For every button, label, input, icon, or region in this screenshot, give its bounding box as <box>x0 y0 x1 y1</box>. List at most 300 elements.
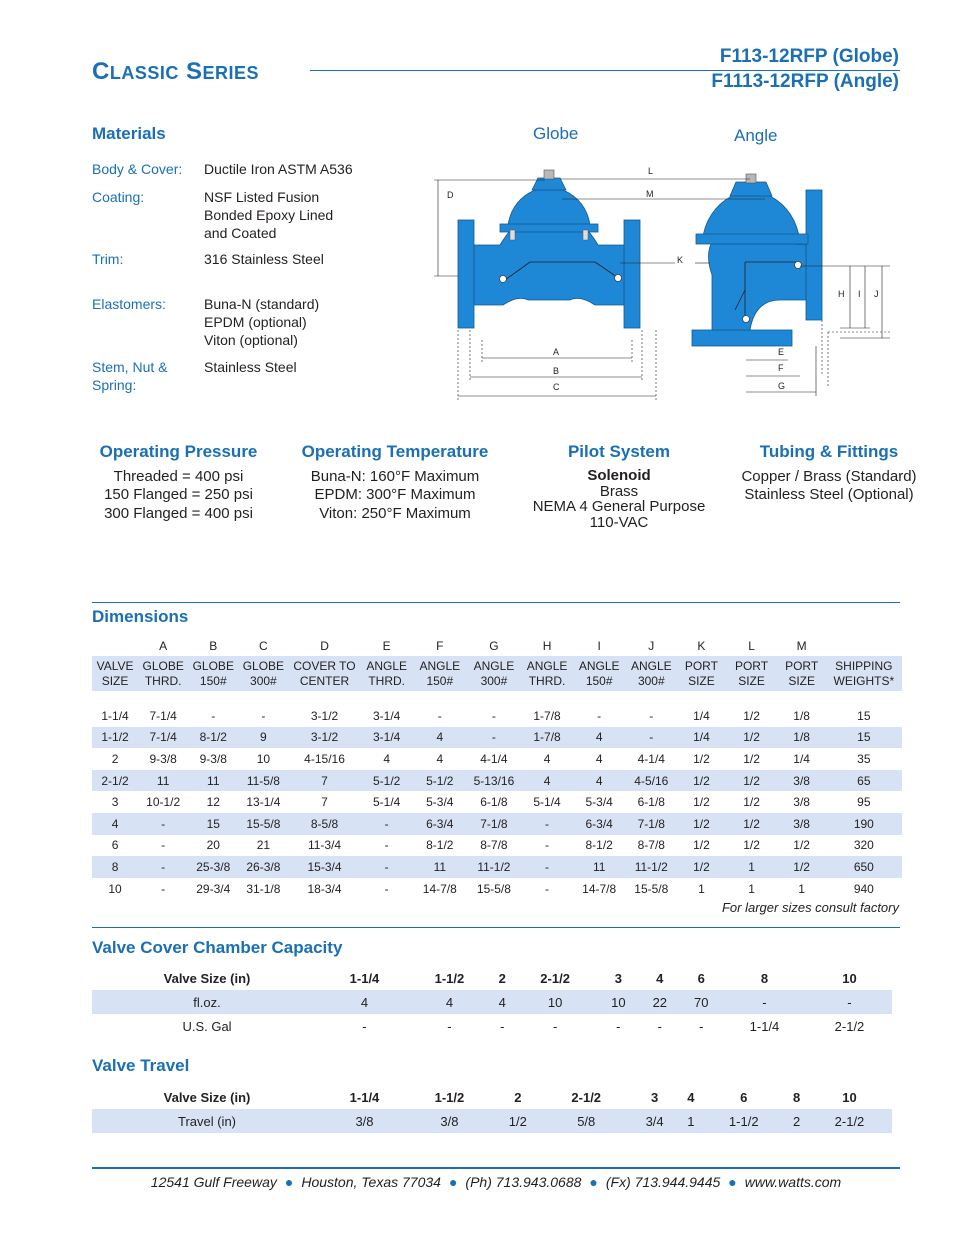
table-row <box>92 1014 892 1038</box>
table-row <box>92 878 902 900</box>
table-header: 2 <box>492 966 513 990</box>
pilot-type: Solenoid <box>587 466 651 484</box>
material-value: NSF Listed Fusion Bonded Epoxy Lined and Coated <box>204 189 334 241</box>
table-cell: 1-7/8 <box>533 708 561 723</box>
table-cell: 3/8 <box>778 770 826 792</box>
table-cell: 1-1/2 <box>92 727 138 749</box>
table-cell: 11 <box>573 856 625 878</box>
dim-label-e: E <box>778 347 785 357</box>
pilot-line: 110-VAC <box>589 513 649 531</box>
table-cell: 1/2 <box>677 770 725 792</box>
table-cell: 4 <box>543 751 551 766</box>
table-cell: 11 <box>188 770 238 792</box>
dimension-letter: H <box>542 638 552 653</box>
dimension-letter: J <box>648 638 655 653</box>
dim-label-m: M <box>646 189 654 199</box>
table-header: 1-1/4 <box>322 1085 407 1109</box>
table-cell: 4 <box>322 990 407 1014</box>
table-cell: 20 <box>206 838 220 853</box>
table-cell: 9-3/8 <box>149 751 177 766</box>
table-cell: 1-1/4 <box>101 708 129 723</box>
table-row <box>92 835 902 857</box>
table-cell: 10 <box>513 990 598 1014</box>
table-cell: 95 <box>857 795 871 810</box>
table-cell: 21 <box>256 838 271 853</box>
table-cell: 4 <box>383 751 391 766</box>
temperature-line: Buna-N: 160°F Maximum <box>310 467 480 485</box>
table-cell: 3/8 <box>322 1109 407 1133</box>
temperature-line: EPDM: 300°F Maximum <box>314 486 476 503</box>
table-cell: - <box>384 838 389 853</box>
dimension-letter <box>826 635 902 656</box>
dim-label-i: I <box>858 289 861 299</box>
dim-label-j: J <box>874 289 879 299</box>
table-cell: 11-5/8 <box>238 770 288 792</box>
table-cell: 3/4 <box>629 1109 681 1133</box>
table-cell: 31-1/8 <box>246 881 281 896</box>
dimension-letter: C <box>259 638 268 653</box>
table-cell: 26-3/8 <box>238 856 288 878</box>
separator-dot-icon: ● <box>728 1174 737 1190</box>
table-cell: 2 <box>786 1109 807 1133</box>
table-row <box>92 705 902 727</box>
footer-part: www.watts.com <box>744 1174 842 1190</box>
dimension-letter: G <box>489 638 499 653</box>
table-cell: 940 <box>853 881 874 896</box>
table-cell: 3-1/2 <box>310 708 339 723</box>
table-header: 2-1/2 <box>544 1085 629 1109</box>
footer-rule <box>92 1167 900 1169</box>
dimension-header-row <box>92 656 902 691</box>
table-cell: 2 <box>111 751 119 766</box>
table-cell: - <box>807 990 892 1014</box>
travel-table <box>92 1085 892 1133</box>
table-header: 1-1/2 <box>407 966 492 990</box>
dimensions-title: Dimensions <box>92 607 189 626</box>
table-cell: 4 <box>573 770 625 792</box>
table-row <box>92 813 902 835</box>
table-cell: 5-1/4 <box>533 795 561 810</box>
table-cell: 11 <box>138 770 188 792</box>
table-cell: 15 <box>857 708 871 723</box>
table-header: 2 <box>492 1085 544 1109</box>
table-cell: - <box>384 881 389 896</box>
table-row <box>92 990 892 1014</box>
table-cell: 5-1/2 <box>413 770 467 792</box>
table-cell: fl.oz. <box>92 990 322 1014</box>
operating-pressure-title: Operating Pressure <box>99 442 258 461</box>
table-cell: 7-1/8 <box>467 813 521 835</box>
table-cell: 1/2 <box>743 838 760 853</box>
table-cell: 18-3/4 <box>307 881 342 896</box>
table-cell: 1/2 <box>492 1109 544 1133</box>
table-cell: 10 <box>256 751 271 766</box>
footer-address <box>92 1174 900 1190</box>
pressure-line: Threaded = 400 psi <box>113 467 244 485</box>
table-header: 1-1/4 <box>322 966 407 990</box>
table-cell: 1/2 <box>693 838 710 853</box>
tubing-fittings-title: Tubing & Fittings <box>759 442 899 461</box>
dim-label-k: K <box>677 255 684 265</box>
dimension-header: GLOBE 300# <box>238 656 288 691</box>
table-cell: 4-1/4 <box>480 751 508 766</box>
table-row <box>92 856 902 878</box>
table-cell: - <box>616 1018 621 1034</box>
table-cell: 7 <box>321 795 328 810</box>
table-cell: - <box>552 1018 558 1034</box>
table-header: 1-1/2 <box>407 1085 492 1109</box>
valve-diagram <box>420 150 910 410</box>
table-cell: 15 <box>826 727 902 749</box>
dimension-letter: I <box>597 638 601 653</box>
dimension-letters-row <box>92 635 902 656</box>
footer-part: (Fx) 713.944.9445 <box>605 1174 721 1190</box>
table-cell: 7 <box>288 770 360 792</box>
table-cell: 3/8 <box>793 795 810 810</box>
table-cell: 4 <box>573 727 625 749</box>
table-header-row <box>92 1085 892 1109</box>
material-value: Stainless Steel <box>204 359 297 375</box>
table-header: 4 <box>639 966 680 990</box>
table-cell: 4-15/16 <box>304 751 345 766</box>
globe-label: Globe <box>533 124 579 143</box>
table-cell: 3-1/4 <box>372 708 401 723</box>
table-header: Valve Size (in) <box>92 1085 322 1109</box>
table-cell: - <box>649 708 654 723</box>
pilot-line: Brass <box>599 482 639 500</box>
table-cell: 1/2 <box>693 751 710 766</box>
pressure-line: 150 Flanged = 250 psi <box>104 486 253 503</box>
table-cell: - <box>447 1018 452 1034</box>
dimension-letter: L <box>748 638 755 653</box>
table-cell: 4 <box>492 990 513 1014</box>
footer-part: (Ph) 713.943.0688 <box>465 1174 582 1190</box>
dimension-header: PORT SIZE <box>677 656 725 691</box>
pilot-system <box>520 443 718 530</box>
temperature-line: Viton: 250°F Maximum <box>319 504 471 522</box>
dimension-header: COVER TO CENTER <box>288 656 360 691</box>
dimension-header: ANGLE 150# <box>573 656 625 691</box>
material-value: Buna-N (standard) EPDM (optional) Viton (optional) <box>204 296 320 348</box>
table-cell: - <box>361 856 413 878</box>
table-header: 8 <box>722 966 807 990</box>
table-cell: - <box>521 856 573 878</box>
table-cell: 4-5/16 <box>625 770 677 792</box>
table-cell: 6-1/8 <box>480 795 508 810</box>
material-label: Coating: <box>92 189 145 205</box>
table-cell: - <box>722 990 807 1014</box>
table-cell: 1/2 <box>743 795 760 810</box>
dimension-header: GLOBE THRD. <box>138 656 188 691</box>
table-cell: 29-3/4 <box>196 881 231 896</box>
dimension-header: ANGLE 150# <box>413 656 467 691</box>
dimension-header: SHIPPING WEIGHTS* <box>826 656 902 691</box>
table-cell: 1 <box>748 881 755 896</box>
dimension-letter: K <box>697 638 706 653</box>
dimension-letter: E <box>382 638 391 653</box>
table-cell: 1 <box>725 856 777 878</box>
table-cell: 4 <box>436 751 444 766</box>
table-cell: 4-1/4 <box>637 751 665 766</box>
table-cell: 6-3/4 <box>413 813 467 835</box>
section-rule <box>92 602 900 603</box>
table-cell: 10 <box>108 881 122 896</box>
table-cell: - <box>161 838 166 853</box>
dimension-header: PORT SIZE <box>725 656 777 691</box>
series-title: CLASSIC SERIES <box>92 58 260 85</box>
dim-label-f: F <box>778 363 784 373</box>
table-cell: 9 <box>238 727 288 749</box>
dimension-header: PORT SIZE <box>778 656 826 691</box>
operating-pressure <box>86 443 271 523</box>
table-cell: 1/2 <box>725 727 777 749</box>
table-cell: 3/8 <box>407 1109 492 1133</box>
table-cell: 1 <box>681 1109 702 1133</box>
dimension-letter: D <box>320 638 329 653</box>
table-cell: 7-1/4 <box>149 708 177 723</box>
material-value: 316 Stainless Steel <box>204 251 324 267</box>
table-cell: 3-1/4 <box>361 727 413 749</box>
table-header: 4 <box>681 1085 702 1109</box>
table-cell: 1/2 <box>677 813 725 835</box>
table-cell: 15-3/4 <box>288 856 360 878</box>
table-cell: 13-1/4 <box>246 795 281 810</box>
table-cell: - <box>597 708 602 723</box>
table-cell: 320 <box>853 838 874 853</box>
operating-temperature-title: Operating Temperature <box>301 442 489 461</box>
table-cell: 65 <box>826 770 902 792</box>
table-cell: 1/4 <box>693 708 710 723</box>
table-cell: - <box>521 813 573 835</box>
table-cell: 1-7/8 <box>521 727 573 749</box>
globe-valve-drawing <box>458 170 640 328</box>
table-cell: - <box>138 856 188 878</box>
dim-label-h: H <box>838 289 845 299</box>
table-cell: 11-1/2 <box>467 856 521 878</box>
table-cell: 5-13/16 <box>467 770 521 792</box>
spacer-row <box>92 691 902 705</box>
table-cell: - <box>361 813 413 835</box>
table-cell: 3-1/2 <box>288 727 360 749</box>
tubing-fittings <box>728 443 930 505</box>
dimension-letter: B <box>209 638 218 653</box>
table-cell: 5-1/4 <box>372 795 401 810</box>
separator-dot-icon: ● <box>284 1174 294 1190</box>
table-cell: 70 <box>681 990 722 1014</box>
table-cell: 6-3/4 <box>573 813 625 835</box>
table-cell: 1/2 <box>743 751 760 766</box>
table-cell: 4 <box>413 727 467 749</box>
table-cell: 11-1/2 <box>625 856 677 878</box>
dimensions-table <box>92 635 902 899</box>
separator-dot-icon: ● <box>448 1174 458 1190</box>
table-cell: 4 <box>521 770 573 792</box>
table-cell: 11-3/4 <box>307 838 342 853</box>
table-cell: - <box>362 1018 367 1034</box>
table-cell: Travel (in) <box>92 1109 322 1133</box>
table-cell: - <box>491 708 496 723</box>
dimension-header: ANGLE 300# <box>467 656 521 691</box>
angle-valve-drawing <box>692 174 822 346</box>
table-cell: 1-1/2 <box>701 1109 786 1133</box>
separator-dot-icon: ● <box>589 1174 598 1190</box>
table-cell: 8-1/2 <box>188 727 238 749</box>
table-cell: 2-1/2 <box>834 1018 865 1034</box>
table-cell: 1/8 <box>778 727 826 749</box>
material-label: Stem, Nut & Spring: <box>92 359 168 393</box>
dim-label-g: G <box>778 381 786 391</box>
table-cell: 1/8 <box>793 708 810 723</box>
table-cell: 3/8 <box>778 813 826 835</box>
table-cell: - <box>625 727 677 749</box>
table-cell: 8-5/8 <box>288 813 360 835</box>
table-cell: 1/2 <box>743 708 760 723</box>
table-cell: 1/2 <box>778 856 826 878</box>
table-cell: 6 <box>111 838 119 853</box>
table-header: 3 <box>598 966 639 990</box>
tubing-line: Stainless Steel (Optional) <box>744 486 914 503</box>
table-header: 6 <box>701 1085 786 1109</box>
dimension-letter: M <box>796 638 807 653</box>
table-cell: 4 <box>595 751 603 766</box>
table-header: Valve Size (in) <box>92 966 322 990</box>
table-cell: - <box>657 1018 662 1034</box>
table-cell: 6-1/8 <box>637 795 665 810</box>
table-cell: - <box>545 881 550 896</box>
dim-label-a: A <box>553 347 560 357</box>
table-cell: 650 <box>826 856 902 878</box>
material-label: Trim: <box>92 251 124 267</box>
table-cell: 15-5/8 <box>476 881 511 896</box>
table-cell: 1-1/4 <box>749 1018 780 1034</box>
dimension-header: ANGLE THRD. <box>521 656 573 691</box>
dim-label-b: B <box>553 366 560 376</box>
travel-title: Valve Travel <box>92 1056 190 1075</box>
table-cell: 10-1/2 <box>146 795 181 810</box>
table-cell: 1/2 <box>677 856 725 878</box>
material-value: Ductile Iron ASTM A536 <box>204 161 353 177</box>
table-cell: 35 <box>857 751 871 766</box>
table-cell: 4 <box>92 813 138 835</box>
spacer-cell <box>92 691 902 705</box>
dimension-header: ANGLE THRD. <box>361 656 413 691</box>
material-label: Body & Cover: <box>92 161 183 177</box>
table-row <box>92 770 902 792</box>
table-cell: - <box>211 708 216 723</box>
table-cell: - <box>500 1018 505 1034</box>
materials-title: Materials <box>92 124 166 143</box>
table-header: 2-1/2 <box>513 966 598 990</box>
table-cell: - <box>467 727 521 749</box>
table-cell: 1/2 <box>725 813 777 835</box>
table-cell: - <box>699 1018 704 1034</box>
table-cell: - <box>138 813 188 835</box>
table-cell: 1 <box>698 881 705 896</box>
dim-label-c: C <box>553 382 560 392</box>
table-cell: 8-1/2 <box>426 838 454 853</box>
model-globe: F113-12RFP (Globe) <box>719 46 899 67</box>
table-cell: 9-3/8 <box>199 751 227 766</box>
table-row <box>92 791 902 813</box>
table-cell: 5/8 <box>544 1109 629 1133</box>
pilot-system-title: Pilot System <box>567 442 671 461</box>
dimension-header: GLOBE 150# <box>188 656 238 691</box>
table-cell: 3 <box>111 795 119 810</box>
table-cell: 1 <box>798 881 805 896</box>
dimension-letter: F <box>436 638 444 653</box>
table-header: 10 <box>807 966 892 990</box>
footer-part: Houston, Texas 77034 <box>301 1174 441 1190</box>
table-cell: 190 <box>826 813 902 835</box>
table-cell: 1/4 <box>793 751 810 766</box>
table-header: 10 <box>807 1085 892 1109</box>
table-cell: 1/2 <box>793 838 810 853</box>
table-cell: 1/2 <box>725 770 777 792</box>
dimension-header: ANGLE 300# <box>625 656 677 691</box>
angle-label: Angle <box>734 126 778 145</box>
tubing-line: Copper / Brass (Standard) <box>741 467 917 485</box>
table-cell: - <box>261 708 266 723</box>
table-cell: 8-1/2 <box>585 838 613 853</box>
table-cell: 2-1/2 <box>807 1109 892 1133</box>
table-cell: - <box>161 881 166 896</box>
model-angle: F1113-12RFP (Angle) <box>711 71 899 92</box>
table-cell: 14-7/8 <box>422 881 457 896</box>
table-cell: - <box>545 838 550 853</box>
dimension-header: VALVE SIZE <box>92 656 138 691</box>
operating-temperature <box>285 443 505 523</box>
table-cell: 8-7/8 <box>480 838 508 853</box>
table-cell: 25-3/8 <box>188 856 238 878</box>
table-cell: U.S. Gal <box>182 1018 232 1034</box>
table-row <box>92 748 902 770</box>
table-cell: 22 <box>639 990 680 1014</box>
table-cell: 14-7/8 <box>582 881 617 896</box>
table-cell: 1/4 <box>677 727 725 749</box>
table-header: 6 <box>681 966 722 990</box>
table-cell: 10 <box>598 990 639 1014</box>
table-cell: 5-3/4 <box>426 795 454 810</box>
table-header-row <box>92 966 892 990</box>
table-row <box>92 1109 892 1133</box>
table-header: 8 <box>786 1085 807 1109</box>
table-cell: - <box>437 708 442 723</box>
table-cell: 1/2 <box>693 795 710 810</box>
table-cell: 7-1/4 <box>138 727 188 749</box>
table-cell: 15 <box>188 813 238 835</box>
table-cell: 4 <box>407 990 492 1014</box>
dimension-letter: A <box>159 638 168 653</box>
pressure-line: 300 Flanged = 400 psi <box>104 504 253 522</box>
footer-part: 12541 Gulf Freeway <box>150 1174 277 1190</box>
pilot-line: NEMA 4 General Purpose <box>532 498 706 515</box>
table-cell: 12 <box>206 795 220 810</box>
table-cell: 7-1/8 <box>625 813 677 835</box>
table-cell: 2-1/2 <box>92 770 138 792</box>
table-cell: 15-5/8 <box>238 813 288 835</box>
dimension-letter <box>92 635 138 656</box>
table-cell: 5-1/2 <box>361 770 413 792</box>
table-cell: 11 <box>413 856 467 878</box>
capacity-title: Valve Cover Chamber Capacity <box>92 938 343 957</box>
table-cell: 5-3/4 <box>585 795 613 810</box>
material-label: Elastomers: <box>92 296 166 312</box>
table-row <box>92 727 902 749</box>
table-header: 3 <box>629 1085 681 1109</box>
table-cell: 15-5/8 <box>634 881 669 896</box>
table-cell: 8-7/8 <box>637 838 665 853</box>
table-cell: 8 <box>92 856 138 878</box>
